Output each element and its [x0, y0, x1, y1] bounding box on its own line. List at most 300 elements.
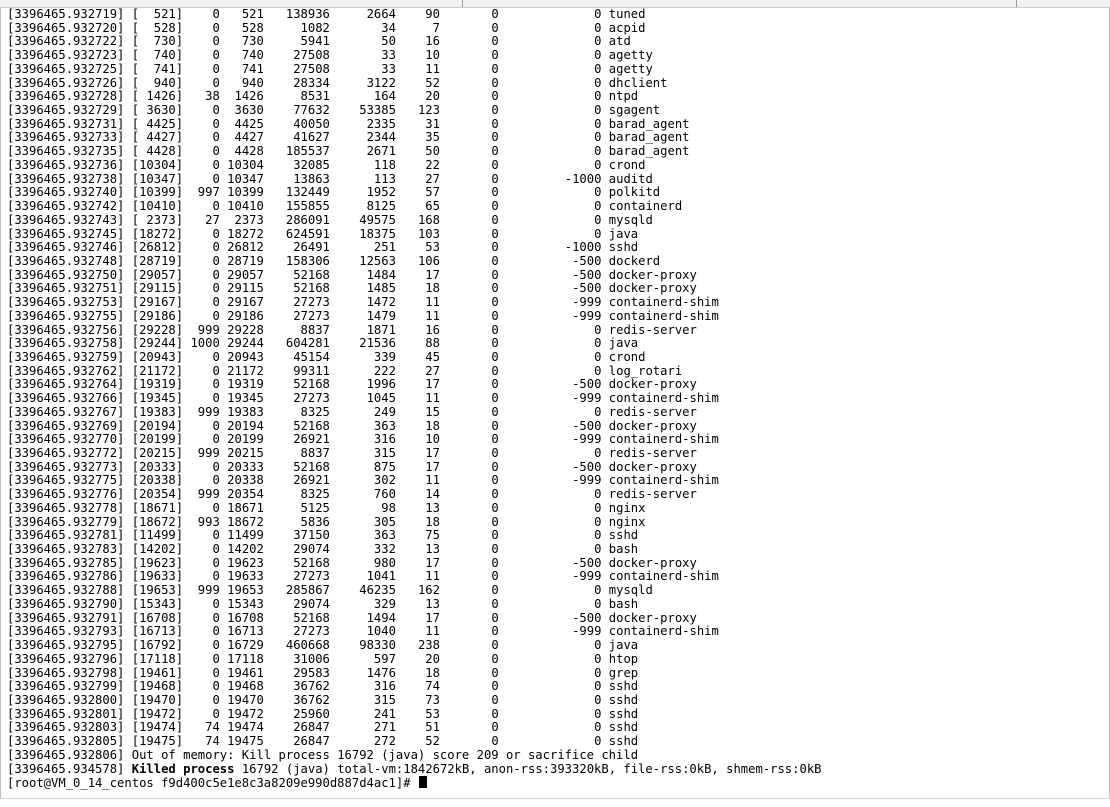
table-cell: 20 [417, 89, 440, 104]
column-gap [440, 117, 491, 131]
column-gap [440, 89, 491, 103]
table-cell: 597 [351, 651, 396, 666]
table-cell: 760 [351, 487, 396, 502]
table-cell: docker-proxy [608, 555, 697, 570]
column-gap [601, 89, 608, 103]
column-gap [330, 227, 352, 241]
column-gap [601, 227, 608, 241]
table-cell: [3396465.932728] [7, 89, 125, 104]
table-cell: [19470] [131, 692, 184, 707]
column-gap [124, 130, 131, 144]
table-cell: [3396465.932753] [7, 295, 125, 310]
column-gap [440, 597, 491, 611]
table-cell: -999 [564, 624, 602, 639]
table-cell: 37150 [285, 528, 330, 543]
table-cell: java [608, 336, 639, 351]
table-cell: 0 [564, 61, 602, 76]
column-gap [601, 350, 608, 364]
table-cell: [3396465.932731] [7, 116, 125, 131]
table-cell: 0 [190, 651, 220, 666]
column-gap [499, 89, 565, 103]
column-gap [264, 391, 286, 405]
table-cell: 26921 [285, 432, 330, 447]
column-gap [330, 556, 352, 570]
table-cell: [29228] [131, 322, 184, 337]
column-gap [440, 446, 491, 460]
column-gap [601, 652, 608, 666]
table-cell: docker-proxy [608, 281, 697, 296]
column-gap [396, 707, 418, 721]
column-gap [499, 611, 565, 625]
column-gap [499, 446, 565, 460]
column-gap [440, 707, 491, 721]
column-gap [440, 336, 491, 350]
column-gap [124, 556, 131, 570]
column-gap [601, 21, 608, 35]
table-cell: 741 [227, 61, 264, 76]
column-gap [499, 556, 565, 570]
column-gap [396, 103, 418, 117]
column-gap [499, 624, 565, 638]
table-cell: 940 [227, 75, 264, 90]
column-gap [440, 48, 491, 62]
column-gap [499, 227, 565, 241]
column-gap [124, 638, 131, 652]
table-cell: 0 [190, 432, 220, 447]
table-cell: 0 [190, 144, 220, 159]
table-cell: sgagent [608, 103, 661, 118]
column-gap [124, 391, 131, 405]
table-cell: 19472 [227, 706, 264, 721]
table-cell: containerd-shim [608, 308, 719, 323]
column-gap [440, 679, 491, 693]
column-gap [330, 89, 352, 103]
table-cell: 0 [190, 391, 220, 406]
column-gap [601, 542, 608, 556]
column-gap [499, 350, 565, 364]
table-cell: docker-proxy [608, 610, 697, 625]
column-gap [330, 419, 352, 433]
column-gap [330, 158, 352, 172]
oom-timestamp: [3396465.932806] [7, 747, 125, 762]
table-cell: 0 [564, 665, 602, 680]
table-cell: 11 [417, 308, 440, 323]
column-gap [499, 419, 565, 433]
column-gap [440, 515, 491, 529]
column-gap [124, 597, 131, 611]
table-cell: 27 [417, 363, 440, 378]
column-gap [499, 460, 565, 474]
column-gap [124, 281, 131, 295]
table-cell: 74 [417, 679, 440, 694]
table-cell: 52168 [285, 281, 330, 296]
table-cell: 997 [190, 185, 220, 200]
column-gap [330, 309, 352, 323]
table-cell: 52168 [285, 377, 330, 392]
table-cell: [14202] [131, 542, 184, 557]
table-cell: 999 [190, 583, 220, 598]
table-cell: 0 [491, 692, 499, 707]
column-gap [330, 542, 352, 556]
table-row [7, 269, 822, 283]
table-cell: 0 [190, 569, 220, 584]
column-gap [264, 611, 286, 625]
table-cell: [3396465.932803] [7, 720, 125, 735]
table-cell: 14 [417, 487, 440, 502]
table-cell: 31 [417, 116, 440, 131]
table-cell: 0 [190, 363, 220, 378]
table-cell: 0 [564, 528, 602, 543]
table-cell: 3122 [351, 75, 396, 90]
table-cell: 16 [417, 322, 440, 337]
table-cell: sshd [608, 706, 639, 721]
table-cell: 113 [351, 171, 396, 186]
table-cell: java [608, 226, 639, 241]
column-gap [330, 48, 352, 62]
column-gap [440, 76, 491, 90]
table-cell: [ 740] [131, 48, 184, 63]
column-gap [124, 569, 131, 583]
column-gap [264, 446, 286, 460]
table-cell: 17 [417, 610, 440, 625]
table-cell: [3396465.932720] [7, 20, 125, 35]
table-cell: 25960 [285, 706, 330, 721]
command-prompt-line[interactable] [7, 776, 822, 790]
column-gap [396, 419, 418, 433]
table-cell: 0 [491, 555, 499, 570]
column-gap [396, 377, 418, 391]
column-gap [601, 377, 608, 391]
column-gap [264, 432, 286, 446]
table-cell: [ 2373] [131, 212, 184, 227]
table-cell: 0 [190, 48, 220, 63]
column-gap [601, 254, 608, 268]
table-cell: [3396465.932742] [7, 199, 125, 214]
column-gap [499, 720, 565, 734]
column-gap [396, 501, 418, 515]
table-cell: redis-server [608, 322, 697, 337]
table-cell: 0 [491, 487, 499, 502]
table-cell: 999 [190, 487, 220, 502]
table-cell: 0 [491, 706, 499, 721]
table-cell: 363 [351, 528, 396, 543]
table-cell: containerd-shim [608, 624, 719, 639]
column-gap [601, 48, 608, 62]
column-gap [264, 707, 286, 721]
table-cell: [19345] [131, 391, 184, 406]
column-gap [264, 542, 286, 556]
column-gap [601, 693, 608, 707]
column-gap [330, 213, 352, 227]
column-gap [601, 144, 608, 158]
column-gap [330, 172, 352, 186]
table-cell: [3396465.932795] [7, 638, 125, 653]
column-gap [124, 295, 131, 309]
column-gap [440, 556, 491, 570]
column-gap [124, 446, 131, 460]
table-cell: 0 [491, 34, 499, 49]
terminal-output [7, 8, 822, 790]
table-cell: 0 [564, 7, 602, 21]
column-gap [440, 405, 491, 419]
column-gap [499, 48, 565, 62]
table-cell: -999 [564, 391, 602, 406]
table-cell: 51 [417, 720, 440, 735]
table-cell: 0 [491, 459, 499, 474]
column-gap [601, 76, 608, 90]
column-gap [396, 391, 418, 405]
table-cell: 32085 [285, 157, 330, 172]
table-cell: 0 [564, 363, 602, 378]
table-row [7, 173, 822, 187]
table-cell: 0 [491, 446, 499, 460]
table-cell: 11 [417, 61, 440, 76]
table-cell: 19461 [227, 665, 264, 680]
column-gap [440, 227, 491, 241]
table-row [7, 392, 822, 406]
column-gap [499, 323, 565, 337]
column-gap [601, 7, 608, 21]
column-gap [396, 460, 418, 474]
table-cell: 0 [190, 199, 220, 214]
column-gap [499, 501, 565, 515]
table-cell: 329 [351, 596, 396, 611]
column-gap [440, 7, 491, 21]
table-cell: 316 [351, 679, 396, 694]
table-cell: 16713 [227, 624, 264, 639]
table-cell: [3396465.932740] [7, 185, 125, 200]
table-cell: 1041 [351, 569, 396, 584]
column-gap [330, 569, 352, 583]
column-gap [440, 734, 491, 748]
table-cell: mysqld [608, 212, 653, 227]
column-gap [330, 323, 352, 337]
column-gap [440, 487, 491, 501]
table-cell: 26921 [285, 473, 330, 488]
table-cell: 0 [564, 446, 602, 460]
table-cell: 57 [417, 185, 440, 200]
table-row [7, 735, 822, 749]
column-gap [264, 34, 286, 48]
table-cell: 0 [190, 555, 220, 570]
column-gap [124, 103, 131, 117]
column-gap [440, 542, 491, 556]
table-cell: 460668 [285, 638, 330, 653]
column-gap [396, 528, 418, 542]
table-cell: 241 [351, 706, 396, 721]
table-cell: -500 [564, 459, 602, 474]
column-gap [396, 432, 418, 446]
table-cell: 0 [491, 103, 499, 118]
table-cell: [10410] [131, 199, 184, 214]
table-cell: 0 [564, 706, 602, 721]
table-cell: 50 [417, 144, 440, 159]
table-cell: 8837 [285, 446, 330, 460]
table-cell: 0 [564, 226, 602, 241]
column-gap [440, 62, 491, 76]
table-cell: 18672 [227, 514, 264, 529]
table-row [7, 145, 822, 159]
table-cell: [3396465.932746] [7, 240, 125, 255]
table-cell: 238 [417, 638, 440, 653]
column-gap [396, 487, 418, 501]
table-cell: 1484 [351, 267, 396, 282]
column-gap [264, 7, 286, 21]
table-cell: sshd [608, 240, 639, 255]
table-cell: 15343 [227, 596, 264, 611]
column-gap [330, 268, 352, 282]
table-cell: 0 [190, 295, 220, 310]
table-cell: 1045 [351, 391, 396, 406]
table-cell: 8325 [285, 404, 330, 419]
table-cell: 0 [190, 157, 220, 172]
table-cell: 0 [491, 116, 499, 131]
table-cell: 4425 [227, 116, 264, 131]
column-gap [440, 364, 491, 378]
table-cell: [16713] [131, 624, 184, 639]
table-row [7, 49, 822, 63]
column-gap [396, 323, 418, 337]
table-cell: [3396465.932735] [7, 144, 125, 159]
column-gap [264, 172, 286, 186]
table-cell: 0 [491, 267, 499, 282]
table-cell: agetty [608, 48, 653, 63]
table-cell: 16708 [227, 610, 264, 625]
killed-timestamp: [3396465.934578] [7, 761, 125, 776]
table-cell: 52168 [285, 267, 330, 282]
column-gap [124, 611, 131, 625]
table-cell: tuned [608, 7, 646, 21]
table-cell: 26847 [285, 734, 330, 749]
table-cell: sshd [608, 679, 639, 694]
table-cell: 27273 [285, 624, 330, 639]
table-cell: containerd-shim [608, 432, 719, 447]
column-gap [440, 158, 491, 172]
column-gap [124, 405, 131, 419]
column-gap [440, 569, 491, 583]
column-gap [264, 624, 286, 638]
column-gap [264, 21, 286, 35]
table-cell: 21172 [227, 363, 264, 378]
table-cell: 46235 [351, 583, 396, 598]
table-row [7, 351, 822, 365]
column-gap [264, 130, 286, 144]
terminal-window[interactable] [0, 8, 1110, 798]
table-cell: [3396465.932733] [7, 130, 125, 145]
column-gap [124, 734, 131, 748]
table-cell: 0 [190, 103, 220, 118]
table-cell: [18672] [131, 514, 184, 529]
table-cell: [10347] [131, 171, 184, 186]
column-gap [264, 295, 286, 309]
table-cell: [ 1426] [131, 89, 184, 104]
table-cell: 19633 [227, 569, 264, 584]
table-row [7, 378, 822, 392]
column-gap [601, 569, 608, 583]
table-cell: 29074 [285, 542, 330, 557]
column-gap [601, 172, 608, 186]
table-cell: 1996 [351, 377, 396, 392]
table-cell: -500 [564, 267, 602, 282]
table-row [7, 214, 822, 228]
column-gap [601, 720, 608, 734]
table-cell: [3396465.932756] [7, 322, 125, 337]
table-row [7, 324, 822, 338]
column-gap [396, 720, 418, 734]
table-cell: [3396465.932805] [7, 734, 125, 749]
table-cell: [3396465.932800] [7, 692, 125, 707]
column-gap [396, 117, 418, 131]
column-gap [330, 336, 352, 350]
column-gap [601, 707, 608, 721]
column-gap [601, 391, 608, 405]
table-cell: 0 [190, 638, 220, 653]
table-row [7, 77, 822, 91]
table-cell: 38 [190, 89, 220, 104]
table-cell: -500 [564, 377, 602, 392]
column-gap [499, 707, 565, 721]
table-cell: 0 [491, 61, 499, 76]
column-gap [440, 323, 491, 337]
column-gap [440, 103, 491, 117]
column-gap [124, 309, 131, 323]
table-cell: [3396465.932786] [7, 569, 125, 584]
column-gap [124, 21, 131, 35]
table-cell: [ 3630] [131, 103, 184, 118]
text-cursor[interactable] [419, 776, 427, 788]
table-cell: 36762 [285, 692, 330, 707]
column-gap [330, 295, 352, 309]
table-cell: redis-server [608, 446, 697, 460]
table-cell: 10347 [227, 171, 264, 186]
column-gap [264, 117, 286, 131]
column-gap [396, 172, 418, 186]
table-cell: 118 [351, 157, 396, 172]
table-cell: 10410 [227, 199, 264, 214]
table-cell: agetty [608, 61, 653, 76]
table-cell: 4427 [227, 130, 264, 145]
column-gap [264, 62, 286, 76]
table-cell: 316 [351, 432, 396, 447]
column-gap [124, 542, 131, 556]
column-gap [601, 432, 608, 446]
table-cell: 999 [190, 404, 220, 419]
table-cell: 0 [491, 349, 499, 364]
table-cell: 0 [190, 130, 220, 145]
table-cell: 0 [190, 610, 220, 625]
table-cell: 5125 [285, 500, 330, 515]
table-cell: 0 [491, 377, 499, 392]
table-cell: 0 [564, 734, 602, 749]
table-cell: 1082 [285, 20, 330, 35]
table-cell: 0 [491, 542, 499, 557]
table-cell: 138936 [285, 7, 330, 21]
oom-message-line [7, 749, 822, 763]
column-gap [499, 34, 565, 48]
table-cell: [3396465.932799] [7, 679, 125, 694]
table-cell: 0 [564, 199, 602, 214]
table-cell: 20354 [227, 487, 264, 502]
column-gap [264, 350, 286, 364]
table-cell: 19623 [227, 555, 264, 570]
table-cell: [3396465.932776] [7, 487, 125, 502]
table-cell: nginx [608, 514, 646, 529]
table-cell: 53 [417, 706, 440, 721]
table-cell: -999 [564, 473, 602, 488]
table-cell: [3396465.932745] [7, 226, 125, 241]
column-gap [396, 611, 418, 625]
column-gap [124, 364, 131, 378]
